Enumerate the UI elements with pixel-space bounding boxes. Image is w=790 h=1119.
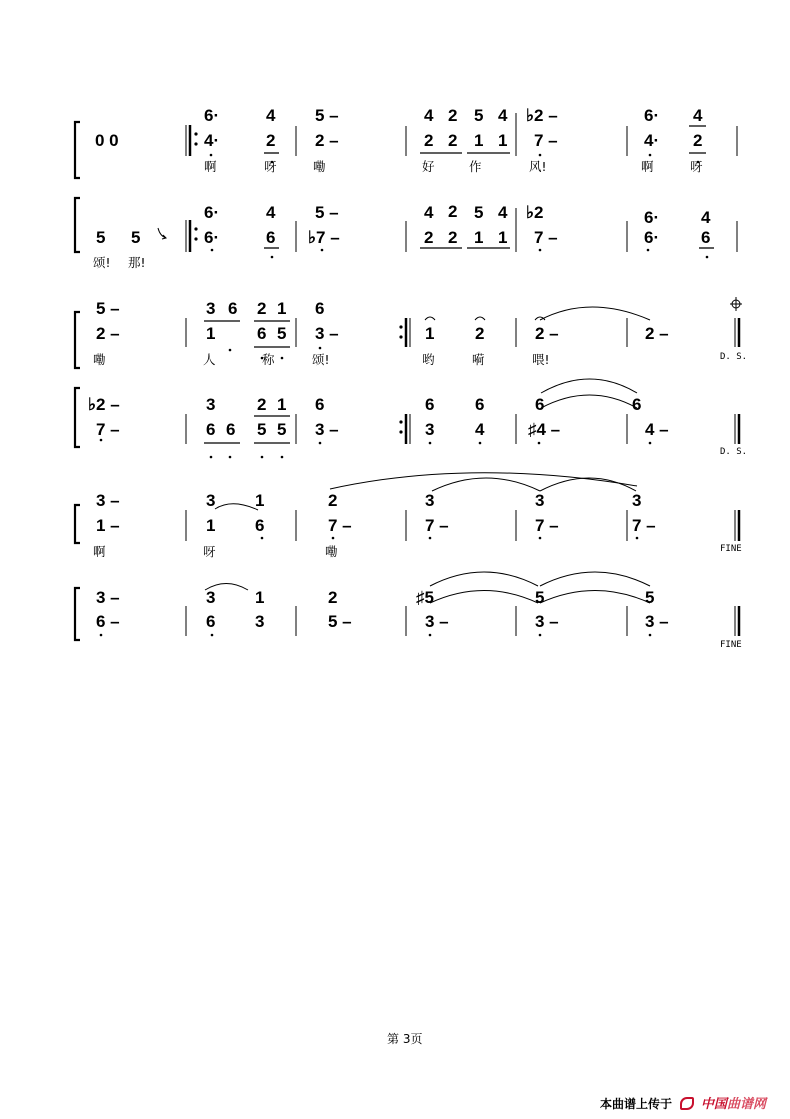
lyric: 呀 xyxy=(203,544,216,559)
lyric: 颂! xyxy=(93,255,111,270)
note: 2 xyxy=(475,324,485,343)
note: 3 – xyxy=(425,612,449,631)
note: 4· xyxy=(644,131,660,150)
note: 1 – xyxy=(96,516,120,535)
lyric: 好 xyxy=(422,159,435,174)
note: 2 xyxy=(448,202,458,221)
note: 6 xyxy=(266,228,276,247)
note: 3 xyxy=(206,588,216,607)
note: 1 xyxy=(425,324,435,343)
lyric: 嘞 xyxy=(93,352,106,367)
note: ♯4 – xyxy=(528,420,561,439)
note: 2 – xyxy=(645,324,669,343)
note: ♭2 – xyxy=(526,106,558,125)
note: 3 xyxy=(206,491,216,510)
system2-lower-bracket xyxy=(75,388,80,447)
note: 5 – xyxy=(315,106,339,125)
note: 6 xyxy=(475,395,485,414)
note: 6 xyxy=(226,420,236,439)
note: 6 xyxy=(255,516,265,535)
note: 1 xyxy=(277,395,287,414)
note: 6 xyxy=(228,299,238,318)
note: 6· xyxy=(644,208,660,227)
note: 4 xyxy=(475,420,485,439)
system2-upper-bracket xyxy=(75,312,80,368)
lyric: 呀 xyxy=(264,159,277,174)
note: 5 xyxy=(535,588,545,607)
note: 3 – xyxy=(535,612,559,631)
note: 6· xyxy=(644,106,660,125)
lyric: 颂! xyxy=(312,352,330,367)
note: 2 – xyxy=(315,131,339,150)
lyric: 称 xyxy=(262,352,275,367)
note: 6 xyxy=(206,612,216,631)
note: 5 – xyxy=(328,612,352,631)
note: 6 xyxy=(701,228,711,247)
note: 5 xyxy=(645,588,655,607)
note: 2 – xyxy=(535,324,559,343)
note: 3 xyxy=(535,491,545,510)
note: 7 – xyxy=(425,516,449,535)
note: 1 xyxy=(255,491,265,510)
lyric: 人 xyxy=(203,352,216,367)
note: 3 – xyxy=(96,588,120,607)
note: 7 – xyxy=(328,516,352,535)
lyric: 啊 xyxy=(93,544,106,559)
note: 6· xyxy=(204,203,220,222)
note: 6 – xyxy=(96,612,120,631)
note: 6 xyxy=(206,420,216,439)
note: ♭2 – xyxy=(88,395,120,414)
note: ♭2 xyxy=(526,203,544,222)
note: 2 xyxy=(693,131,703,150)
lyric: 哟 xyxy=(422,352,435,367)
note: 4 xyxy=(266,106,276,125)
note: 2 xyxy=(328,588,338,607)
lyric: 风! xyxy=(529,159,547,174)
note: 6· xyxy=(204,228,220,247)
note: 4· xyxy=(204,131,220,150)
ds-mark: D. S. xyxy=(720,447,748,457)
note: 2 xyxy=(257,299,267,318)
site-name: 中国曲谱网 xyxy=(700,1097,766,1112)
note: 7 – xyxy=(96,420,120,439)
note: 2 xyxy=(266,131,276,150)
note: 3 – xyxy=(315,324,339,343)
note: ♯5 xyxy=(416,588,434,607)
system3-lower-bracket xyxy=(75,588,80,640)
note: 2 xyxy=(257,395,267,414)
note: 5 xyxy=(277,324,287,343)
note: 2 – xyxy=(96,324,120,343)
note: 4 xyxy=(424,106,434,125)
lyric: 嘞 xyxy=(325,544,338,559)
note: 6 xyxy=(632,395,642,414)
note: 2 xyxy=(328,491,338,510)
note: 5 xyxy=(257,420,267,439)
lyric: 喂! xyxy=(532,352,550,367)
note: 2 xyxy=(448,106,458,125)
note: 5 xyxy=(474,203,484,222)
site-logo-icon xyxy=(680,1097,694,1110)
note: 1 xyxy=(474,228,484,247)
note: 4 xyxy=(701,208,711,227)
note: 7 – xyxy=(535,516,559,535)
note: 7 – xyxy=(534,131,558,150)
note: 5 xyxy=(131,228,141,247)
note: 1 xyxy=(206,324,216,343)
note: 2 xyxy=(424,131,434,150)
note: 5 xyxy=(96,228,106,247)
system1-upper-bracket xyxy=(75,122,80,178)
page-number: 第 3页 xyxy=(387,1032,423,1046)
note: 3 xyxy=(425,420,435,439)
fine-mark: FINE xyxy=(720,544,742,554)
note: 2 xyxy=(448,228,458,247)
note: 3 xyxy=(425,491,435,510)
note: 5 xyxy=(474,106,484,125)
ds-mark: D. S. xyxy=(720,352,748,362)
note: 5 xyxy=(277,420,287,439)
credit-text: 本曲谱上传于 xyxy=(600,1097,673,1111)
note: 5 – xyxy=(96,299,120,318)
note: 3 xyxy=(206,395,216,414)
lyric: 那! xyxy=(128,255,146,270)
lyric: 啊 xyxy=(204,159,217,174)
note: 3 xyxy=(206,299,216,318)
note: 3 – xyxy=(645,612,669,631)
note: 4 xyxy=(424,203,434,222)
note: 3 xyxy=(255,612,265,631)
note: 2 xyxy=(448,131,458,150)
note: 6 xyxy=(257,324,267,343)
note: 1 xyxy=(474,131,484,150)
lyric: 嗬 xyxy=(472,352,485,367)
note: 7 – xyxy=(534,228,558,247)
note: 4 xyxy=(498,203,508,222)
note: 2 xyxy=(424,228,434,247)
note: 4 xyxy=(266,203,276,222)
note: 3 – xyxy=(315,420,339,439)
note: 3 xyxy=(632,491,642,510)
note: ♭7 – xyxy=(308,228,340,247)
note: 6 xyxy=(315,395,325,414)
system1-lower-bracket xyxy=(75,198,80,252)
note: 1 xyxy=(498,131,508,150)
note: 6 xyxy=(425,395,435,414)
note: 6· xyxy=(204,106,220,125)
note: 4 xyxy=(693,106,703,125)
note: 1 xyxy=(498,228,508,247)
fine-mark: FINE xyxy=(720,640,742,650)
note: 5 – xyxy=(315,203,339,222)
note: 6 xyxy=(315,299,325,318)
s1-upper-rest: 0 0 xyxy=(95,131,119,150)
lyric: 呀 xyxy=(690,159,703,174)
note: 6 xyxy=(535,395,545,414)
note: 4 xyxy=(498,106,508,125)
note: 1 xyxy=(206,516,216,535)
system3-upper-bracket xyxy=(75,505,80,543)
note: 6· xyxy=(644,228,660,247)
note: 4 – xyxy=(645,420,669,439)
note: 7 – xyxy=(632,516,656,535)
upload-credit xyxy=(600,1093,766,1113)
note: 1 xyxy=(255,588,265,607)
note: 1 xyxy=(277,299,287,318)
lyric: 嘞 xyxy=(313,159,326,174)
lyric: 作 xyxy=(469,159,482,174)
note: 3 – xyxy=(96,491,120,510)
lyric: 啊 xyxy=(641,159,654,174)
